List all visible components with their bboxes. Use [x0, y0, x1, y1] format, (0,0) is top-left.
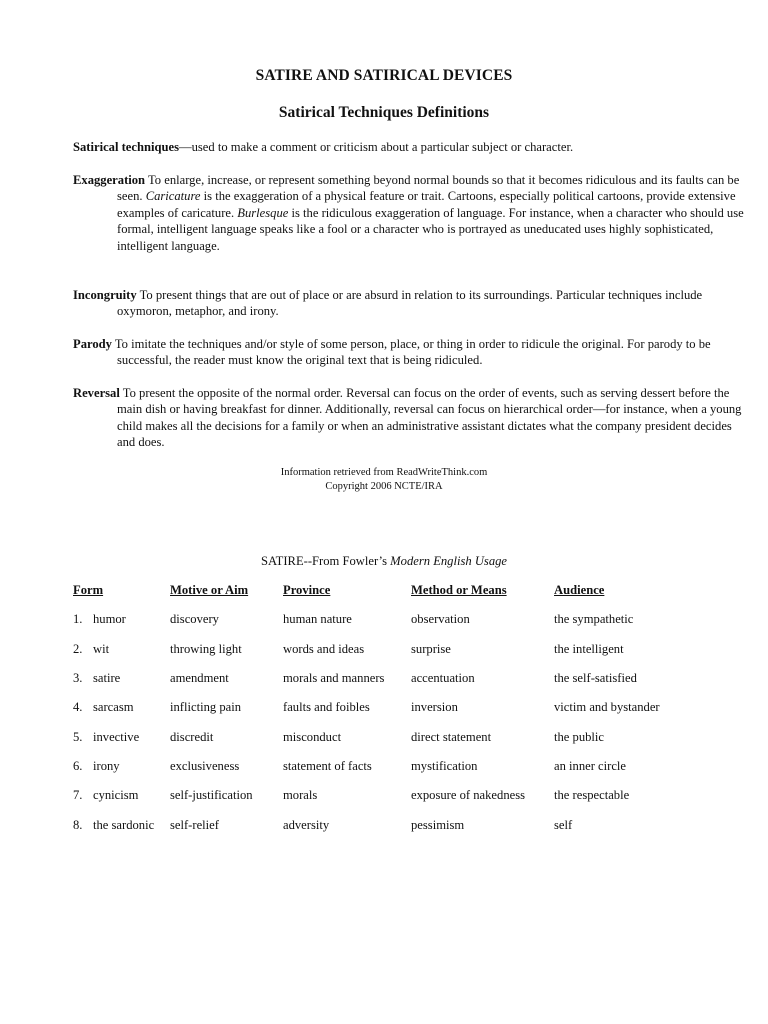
cell-method: exposure of nakedness	[411, 788, 526, 802]
cell-motive: exclusiveness	[170, 759, 240, 773]
column-header-province: Province	[283, 583, 331, 597]
definition-text-part: Burlesque	[237, 205, 289, 220]
table-row	[73, 788, 713, 808]
row-number: 4.	[73, 700, 83, 714]
definition-term: Parody	[73, 337, 112, 351]
definition-term: Incongruity	[73, 288, 137, 302]
table-caption-text: SATIRE--From Fowler’s	[260, 554, 391, 568]
cell-audience: the intelligent	[554, 642, 624, 656]
cell-form: satire	[93, 671, 121, 685]
cell-province: human nature	[283, 612, 352, 626]
table-caption	[0, 554, 768, 569]
cell-motive: throwing light	[170, 642, 242, 656]
row-number: 6.	[73, 759, 83, 773]
cell-form: sarcasm	[93, 700, 134, 714]
definition-text-part: Caricature	[145, 189, 201, 204]
definition-exaggeration	[73, 172, 747, 254]
cell-form: the sardonic	[93, 818, 155, 832]
cell-method: mystification	[411, 759, 478, 773]
definition-text-part: is the exaggeration of a physical feature or trait. Cartoons, especially political cartoons, provide extensive examples of caricature.	[117, 189, 736, 220]
row-number: 3.	[73, 671, 83, 685]
cell-method: observation	[411, 612, 470, 626]
cell-motive: amendment	[170, 671, 229, 685]
cell-form: humor	[93, 612, 126, 626]
column-header-form: Form	[73, 583, 104, 597]
intro-text: —used to make a comment or criticism about a particular subject or character.	[179, 140, 574, 154]
cell-audience: an inner circle	[554, 759, 627, 773]
row-number: 1.	[73, 612, 83, 626]
cell-province: morals	[283, 788, 318, 802]
cell-motive: self-justification	[170, 788, 253, 802]
definition-term: Exaggeration	[73, 173, 146, 187]
cell-province: misconduct	[283, 730, 342, 744]
cell-method: accentuation	[411, 671, 475, 685]
definition-text-part: To present the opposite of the normal order. Reversal can focus on the order of events, such as serving dessert before the main dish or having breakfast for dinner. Additionally, reversal can focus on hierarchical order—for instance, when a young child makes all the decisions for a family or when an administrative assistant dictates what the company president decides and does.	[117, 386, 742, 450]
cell-motive: self-relief	[170, 818, 219, 832]
cell-motive: discovery	[170, 612, 219, 626]
cell-province: faults and foibles	[283, 700, 370, 714]
cell-form: cynicism	[93, 788, 139, 802]
cell-audience: victim and bystander	[554, 700, 660, 714]
cell-audience: the respectable	[554, 788, 630, 802]
cell-method: inversion	[411, 700, 458, 714]
cell-province: morals and manners	[283, 671, 385, 685]
cell-form: wit	[93, 642, 110, 656]
definition-text-part: To imitate the techniques and/or style of some person, place, or thing in order to ridicule the original. For parody to be successful, the reader must know the original text that is being ridiculed.	[111, 337, 711, 368]
cell-form: invective	[93, 730, 140, 744]
column-header-motive: Motive or Aim	[170, 583, 249, 597]
table-caption-book: Modern English Usage	[390, 554, 508, 568]
row-number: 2.	[73, 642, 83, 656]
definition-text-part: To enlarge, increase, or represent something beyond normal bounds so that it becomes ridiculous and its faults can be seen.	[117, 173, 740, 204]
cell-audience: the public	[554, 730, 605, 744]
cell-audience: self	[554, 818, 573, 832]
cell-province: statement of facts	[283, 759, 372, 773]
cell-method: pessimism	[411, 818, 465, 832]
table-row	[73, 612, 713, 632]
table-row	[73, 642, 713, 662]
table-row	[73, 700, 713, 720]
column-header-method: Method or Means	[411, 583, 507, 597]
cell-province: adversity	[283, 818, 330, 832]
row-number: 5.	[73, 730, 83, 744]
cell-method: surprise	[411, 642, 451, 656]
definition-term: Reversal	[73, 386, 120, 400]
table-row	[73, 730, 713, 750]
credit-source: Information retrieved from ReadWriteThink.com	[280, 467, 488, 478]
definition-incongruity	[73, 287, 747, 320]
cell-province: words and ideas	[283, 642, 365, 656]
cell-method: direct statement	[411, 730, 492, 744]
cell-audience: the self-satisfied	[554, 671, 637, 685]
cell-motive: inflicting pain	[170, 700, 241, 714]
definition-text-part: To present things that are out of place or are absurd in relation to its surroundings. Particular techniques include oxymoron, metaphor, and irony.	[117, 288, 703, 319]
definition-text-part: is the ridiculous exaggeration of language. For instance, when a character who should use formal, intelligent language speaks like a fool or a character who is portrayed as uneducated uses highly sophisticated, intelligent language.	[117, 205, 744, 253]
cell-form: irony	[93, 759, 120, 773]
cell-audience: the sympathetic	[554, 612, 634, 626]
intro-term: Satirical techniques	[73, 140, 179, 154]
table-row	[73, 759, 713, 779]
definition-parody	[73, 336, 747, 369]
document-title: SATIRE AND SATIRICAL DEVICES	[255, 67, 513, 84]
cell-motive: discredit	[170, 730, 214, 744]
credit-copyright: Copyright 2006 NCTE/IRA	[325, 481, 443, 492]
column-header-audience: Audience	[554, 583, 605, 597]
table-row	[73, 671, 713, 691]
row-number: 7.	[73, 788, 83, 802]
table-row	[73, 818, 713, 838]
definition-reversal	[73, 385, 747, 451]
document-subtitle: Satirical Techniques Definitions	[278, 104, 490, 121]
intro-paragraph	[73, 139, 703, 155]
row-number: 8.	[73, 818, 83, 832]
